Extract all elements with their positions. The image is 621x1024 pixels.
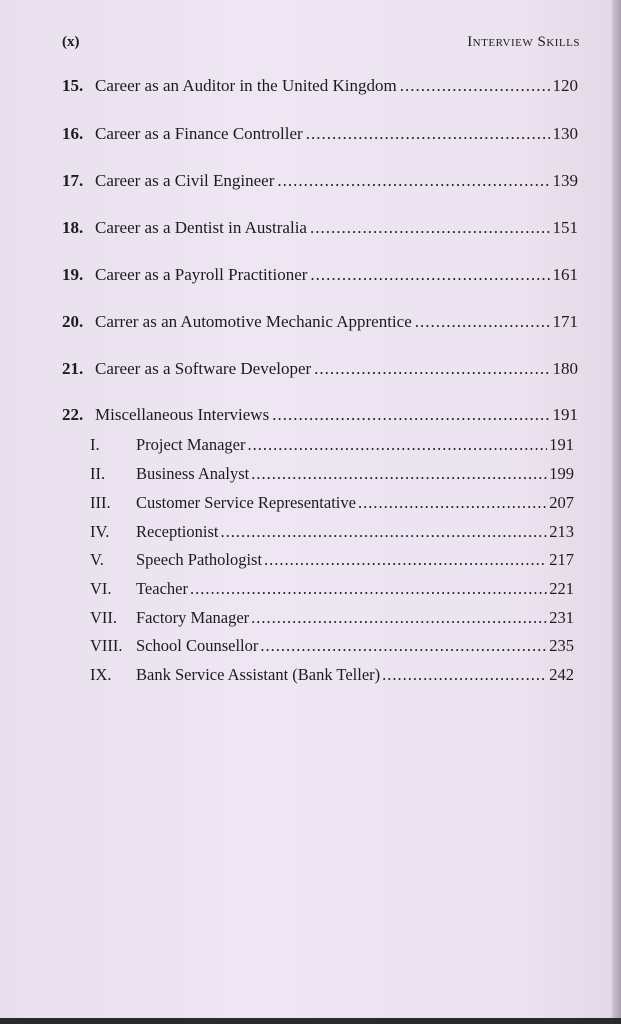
toc-sub-entry [90,608,574,632]
dot-leader [306,124,550,144]
sub-entry-numeral: VIII. [90,636,123,655]
toc-sub-entry [90,550,574,574]
toc-entry [62,359,578,383]
entry-title: Career as a Finance Controller [95,124,303,143]
entry-number: 15. [62,76,84,95]
entry-page: 171 [552,312,578,331]
dot-leader [264,550,547,570]
toc-entry [62,76,578,100]
running-title: Interview Skills [467,34,580,50]
sub-entry-numeral: V. [90,550,104,569]
toc-sub-entry [90,493,574,517]
entry-number: 21. [62,359,84,378]
sub-entry-page: 199 [549,464,574,483]
dot-leader [314,359,549,379]
dot-leader [277,171,549,191]
sub-entry-numeral: VI. [90,579,112,598]
dot-leader [310,218,550,238]
entry-page: 120 [552,76,578,95]
toc-sub-entry [90,579,574,603]
entry-title: Miscellaneous Interviews [95,405,270,424]
sub-entry-numeral: I. [90,435,100,454]
toc-entry [62,312,578,336]
sub-entry-page: 217 [549,550,574,569]
dot-leader [272,405,549,425]
sub-entry-title: Bank Service Assistant (Bank Teller) [136,665,381,684]
entry-title: Carrer as an Automotive Mechanic Apprentice [95,312,412,331]
toc-sub-entry [90,636,574,660]
sub-entry-title: Business Analyst [136,464,250,483]
toc-entry [62,265,578,289]
entry-page: 161 [552,265,578,284]
dot-leader [358,493,547,513]
entry-number: 22. [62,405,84,424]
sub-entry-page: 207 [549,493,574,512]
sub-entry-title: Teacher [136,579,188,598]
entry-number: 16. [62,124,84,143]
sub-entry-page: 242 [549,665,574,684]
sub-entry-title: School Counsellor [136,636,259,655]
entry-page: 151 [552,218,578,237]
entry-title: Career as a Civil Engineer [95,171,275,190]
sub-entry-numeral: VII. [90,608,118,627]
sub-entry-page: 213 [549,522,574,541]
entry-title: Career as a Dentist in Australia [95,218,307,237]
sub-entry-numeral: IX. [90,665,112,684]
entry-page: 139 [552,171,578,190]
dot-leader [220,522,547,542]
toc-sub-entry [90,435,574,459]
dot-leader [251,608,547,628]
sub-entry-numeral: III. [90,493,111,512]
toc-entry [62,124,578,148]
toc-sub-entry [90,522,574,546]
page-header [62,34,580,58]
dot-leader [382,665,547,685]
dot-leader [310,265,549,285]
page-edge-shadow [612,0,621,1024]
toc-sub-entry [90,464,574,488]
entry-page: 180 [552,359,578,378]
sub-entry-page: 235 [549,636,574,655]
dot-leader [190,579,547,599]
dot-leader [260,636,547,656]
sub-entry-title: Speech Pathologist [136,550,263,569]
sub-entry-page: 191 [549,435,574,454]
sub-entry-page: 221 [549,579,574,598]
entry-title: Career as an Auditor in the United Kingdom [95,76,397,95]
entry-page: 130 [552,124,578,143]
sub-entry-title: Factory Manager [136,608,250,627]
toc-entry [62,405,578,429]
entry-number: 19. [62,265,84,284]
entry-title: Career as a Software Developer [95,359,312,378]
dot-leader [251,464,547,484]
entry-number: 20. [62,312,84,331]
dot-leader [400,76,550,96]
entry-page: 191 [552,405,578,424]
toc-entry [62,171,578,195]
sub-entry-numeral: IV. [90,522,110,541]
sub-entry-page: 231 [549,608,574,627]
dot-leader [415,312,550,332]
toc-entry [62,218,578,242]
sub-entry-numeral: II. [90,464,106,483]
entry-title: Career as a Payroll Practitioner [95,265,308,284]
entry-number: 17. [62,171,84,190]
scan-bottom-border [0,1018,621,1024]
dot-leader [248,435,548,455]
sub-entry-title: Receptionist [136,522,219,541]
sub-entry-title: Project Manager [136,435,246,454]
entry-number: 18. [62,218,84,237]
page-marker: (x) [62,34,80,50]
toc-sub-entry [90,665,574,689]
sub-entry-title: Customer Service Representative [136,493,356,512]
